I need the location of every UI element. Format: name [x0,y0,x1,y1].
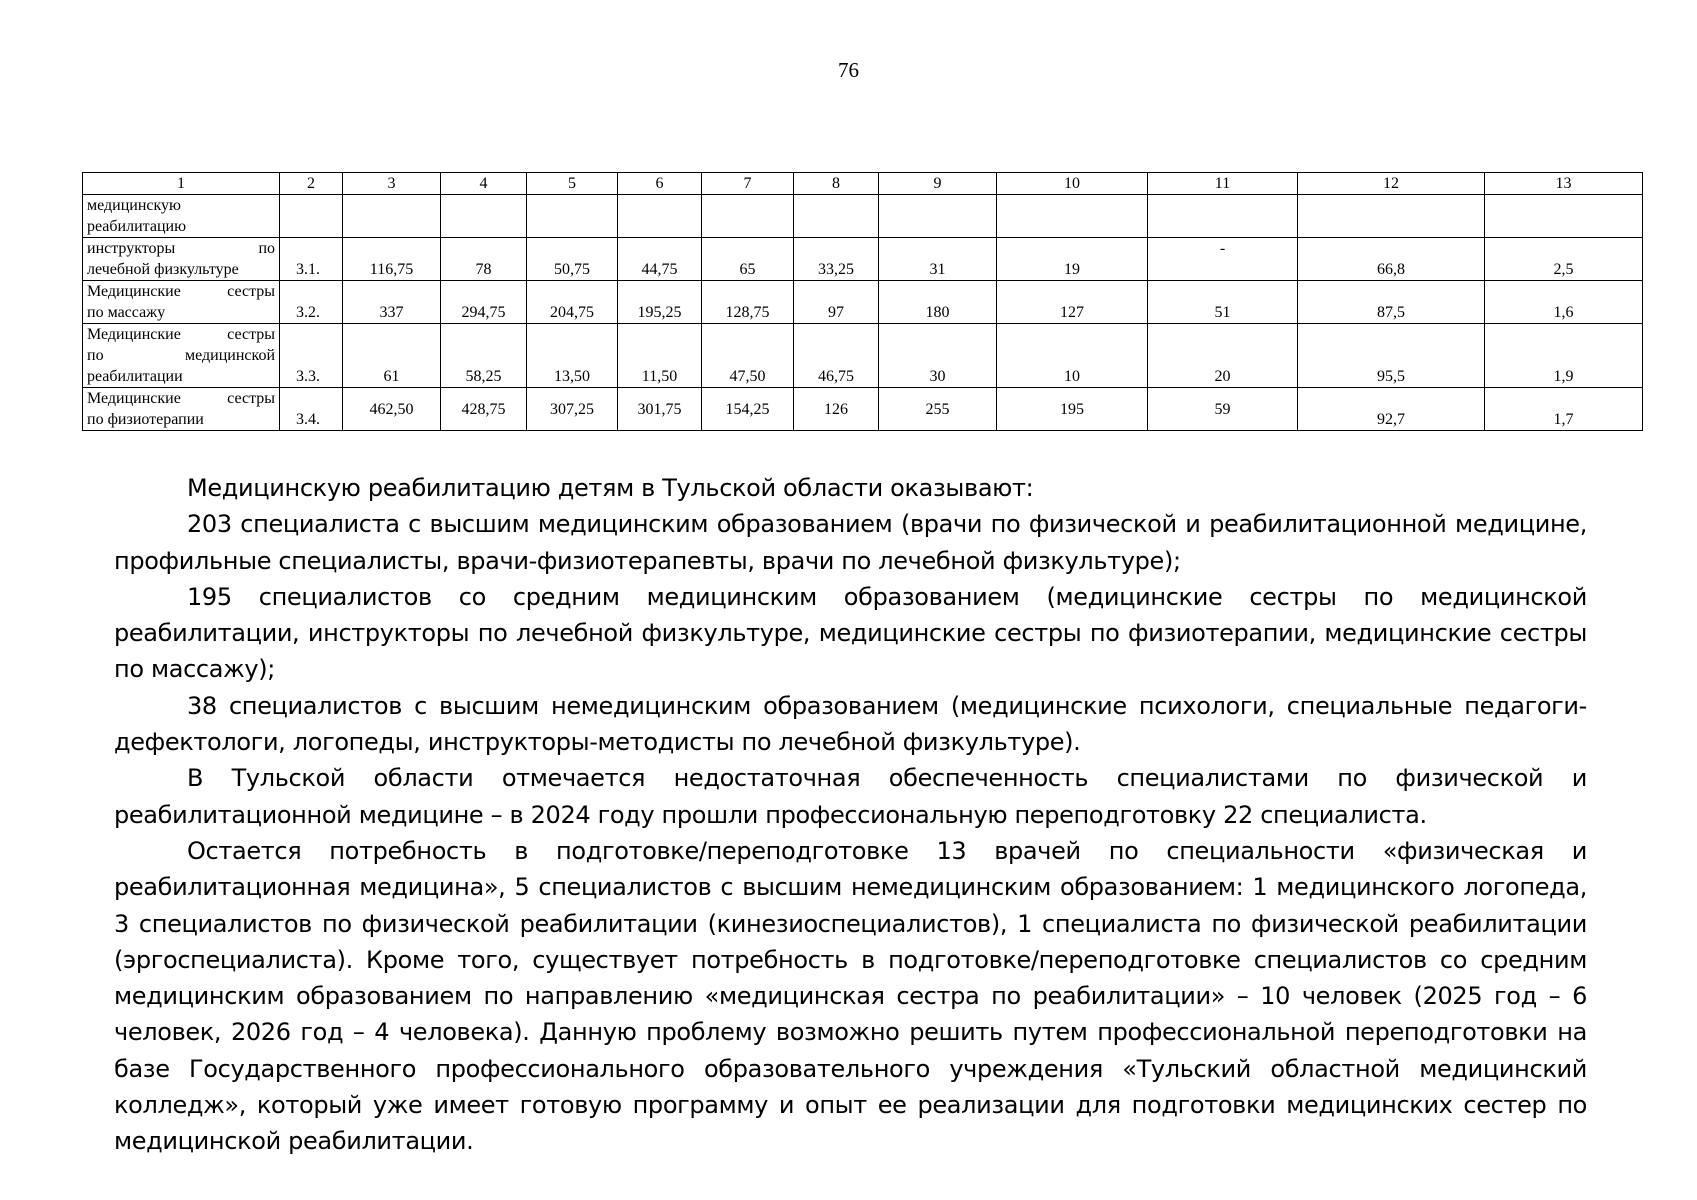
row-code-cell: 3.2. [280,281,343,324]
row-code-cell: 3.1. [280,238,343,281]
value-cell: 337 [343,281,441,324]
paragraph: В Тульской области отмечается недостаточная обеспеченность специалистами по физической и реабилитационной медицине – в 2024 году прошли профессиональную переподготовку 22 специалиста. [114,764,1587,829]
row-label-cell [83,324,280,388]
value-cell: 65 [702,238,794,281]
table-row [83,388,1643,431]
value-cell: 1,7 [1485,388,1643,431]
value-cell [794,195,879,238]
value-cell: 11,50 [618,324,702,388]
row-label-line: лечебной физкультуре [87,261,239,278]
value-cell: 127 [997,281,1148,324]
column-number-cell: 9 [879,173,997,195]
row-code-cell [280,195,343,238]
value-cell: 46,75 [794,324,879,388]
column-number-cell: 8 [794,173,879,195]
value-cell: 58,25 [441,324,527,388]
value-cell: 13,50 [527,324,618,388]
row-label-cell [83,195,280,238]
value-cell: 307,25 [527,388,618,431]
value-cell [343,195,441,238]
row-label-line: Медицинские сестры [87,283,275,300]
table-row [83,195,1643,238]
value-cell: 66,8 [1298,238,1485,281]
value-cell: 92,7 [1298,388,1485,431]
column-number-cell: 7 [702,173,794,195]
column-number-cell: 10 [997,173,1148,195]
table-row [83,281,1643,324]
value-cell: 50,75 [527,238,618,281]
row-label-line: медицинскую [87,197,182,214]
column-number-cell: 11 [1148,173,1298,195]
table-row [83,238,1643,281]
value-cell: 301,75 [618,388,702,431]
value-cell: 59 [1148,388,1298,431]
row-label-line: реабилитацию [87,218,187,235]
value-cell: 30 [879,324,997,388]
row-label-cell [83,238,280,281]
row-label-line: по физиотерапии [87,411,204,428]
value-cell [1485,195,1643,238]
value-cell [702,195,794,238]
value-cell: 204,75 [527,281,618,324]
value-cell: 61 [343,324,441,388]
value-cell: 1,9 [1485,324,1643,388]
paragraph: Остается потребность в подготовке/переподготовке 13 врачей по специальности «физическая и реабилитационная медицина», 5 специалистов с высшим немедицинским образованием: 1 медицинского логопеда, 3 специалистов по физической реабилитации (кинезиоспециалистов), 1 специалиста по физической реабилитации (эргоспециалиста). Кроме того, существует потребность в подготовке/переподготовке специалистов со средним медицинским образованием по направлению «медицинская сестра по реабилитации» – 10 человек (2025 год – 6 человек, 2026 год – 4 человека). Данную проблему возможно решить путем профессиональной переподготовки на базе Государственного профессионального образовательного учреждения «Тульский областной медицинский колледж», который уже имеет готовую программу и опыт ее реализации для подготовки медицинских сестер по медицинской реабилитации. [114,836,1587,1156]
value-cell [1148,195,1298,238]
column-number-cell: 3 [343,173,441,195]
row-label-cell [83,388,280,431]
row-label-line: Медицинские сестры [87,326,275,343]
value-cell: 462,50 [343,388,441,431]
value-cell: 126 [794,388,879,431]
page-number: 76 [838,58,859,82]
column-number-cell: 13 [1485,173,1643,195]
row-label-line: по массажу [87,304,166,321]
column-number-cell: 6 [618,173,702,195]
row-label-line: по медицинской [87,347,275,364]
row-label-line: инструкторы по [87,240,275,257]
value-cell: 116,75 [343,238,441,281]
paragraph: 195 специалистов со средним медицинским образованием (медицинские сестры по медицинской реабилитации, инструкторы по лечебной физкультуре, медицинские сестры по физиотерапии, медицинские сестры по массажу); [114,582,1587,684]
value-cell: 31 [879,238,997,281]
column-number-cell: 5 [527,173,618,195]
value-cell: 294,75 [441,281,527,324]
value-cell: 97 [794,281,879,324]
row-label-line: Медицинские сестры [87,390,275,407]
row-label-cell [83,281,280,324]
value-cell: - [1148,238,1298,281]
value-cell [997,195,1148,238]
value-cell: 47,50 [702,324,794,388]
value-cell: 195 [997,388,1148,431]
row-label-line: реабилитации [87,368,183,385]
staffing-table [82,172,1643,431]
paragraph: Медицинскую реабилитацию детям в Тульской области оказывают: [187,474,1034,502]
value-cell: 10 [997,324,1148,388]
row-code-cell: 3.3. [280,324,343,388]
column-number-cell: 1 [83,173,280,195]
value-cell [1298,195,1485,238]
value-cell: 128,75 [702,281,794,324]
value-cell: 33,25 [794,238,879,281]
value-cell: 255 [879,388,997,431]
column-number-cell: 4 [441,173,527,195]
value-cell: 195,25 [618,281,702,324]
value-cell: 87,5 [1298,281,1485,324]
row-code-cell: 3.4. [280,388,343,431]
value-cell [618,195,702,238]
value-cell: 2,5 [1485,238,1643,281]
body-text [114,470,1587,1160]
value-cell: 20 [1148,324,1298,388]
value-cell: 19 [997,238,1148,281]
value-cell: 428,75 [441,388,527,431]
paragraph: 38 специалистов с высшим немедицинским образованием (медицинские психологи, специальные педагоги-дефектологи, логопеды, инструкторы-методисты по лечебной физкультуре). [114,691,1587,757]
value-cell: 180 [879,281,997,324]
value-cell: 1,6 [1485,281,1643,324]
column-number-cell: 2 [280,173,343,195]
table-header-row [83,173,1643,195]
column-number-cell: 12 [1298,173,1485,195]
value-cell: 78 [441,238,527,281]
value-cell: 154,25 [702,388,794,431]
value-cell [527,195,618,238]
table-row [83,324,1643,388]
paragraph: 203 специалиста с высшим медицинским образованием (врачи по физической и реабилитационной медицине, профильные специалисты, врачи-физиотерапевты, врачи по лечебной физкультуре); [114,510,1587,575]
value-cell [441,195,527,238]
value-cell [879,195,997,238]
value-cell: 95,5 [1298,324,1485,388]
value-cell: 44,75 [618,238,702,281]
value-cell: 51 [1148,281,1298,324]
